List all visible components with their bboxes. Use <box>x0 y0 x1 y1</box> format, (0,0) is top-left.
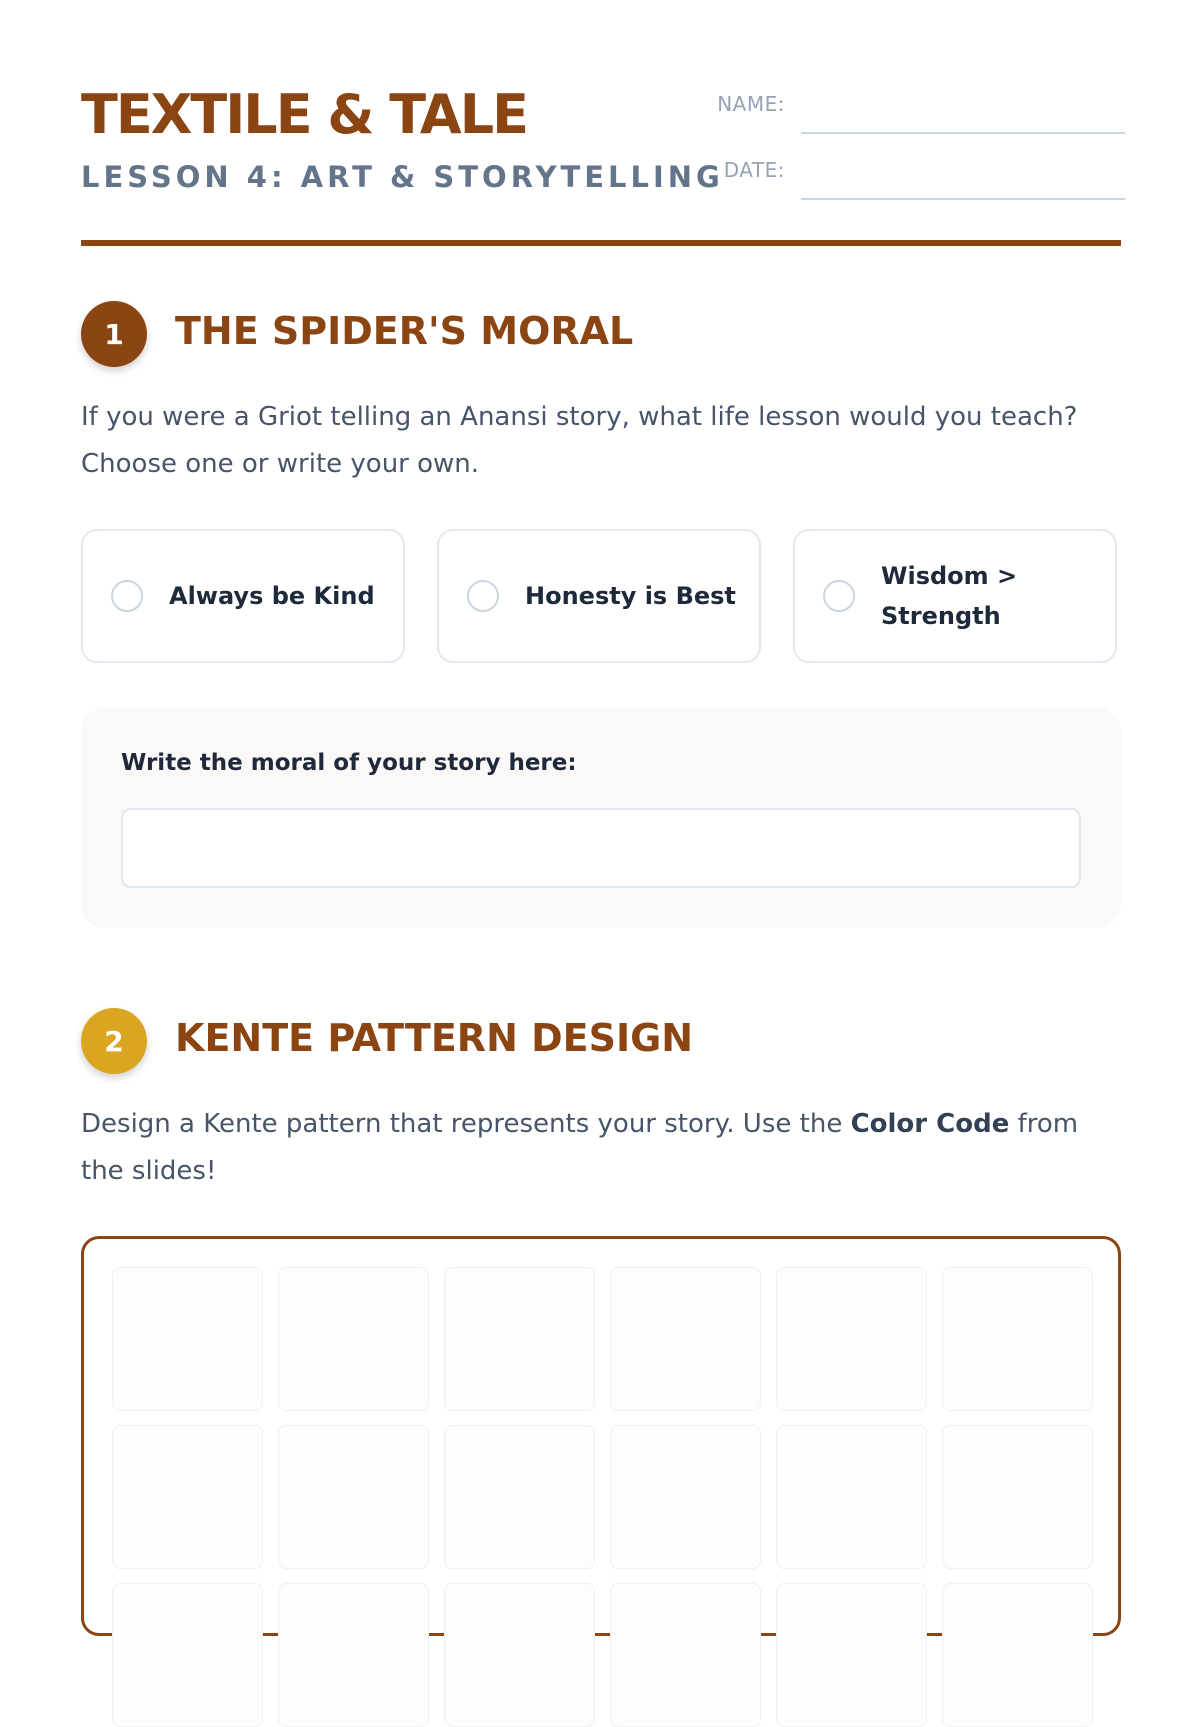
kente-cell[interactable] <box>112 1425 263 1569</box>
kente-cell[interactable] <box>444 1267 595 1411</box>
kente-cell[interactable] <box>444 1425 595 1569</box>
section-2-title: KENTE PATTERN DESIGN <box>175 1016 694 1060</box>
kente-cell[interactable] <box>610 1267 761 1411</box>
kente-cell[interactable] <box>942 1267 1093 1411</box>
moral-option-label: Wisdom > Strength <box>881 562 1018 630</box>
kente-cell[interactable] <box>776 1425 927 1569</box>
worksheet-header <box>81 80 1121 250</box>
kente-cell[interactable] <box>278 1425 429 1569</box>
kente-cell[interactable] <box>610 1425 761 1569</box>
kente-cell[interactable] <box>942 1425 1093 1569</box>
kente-grid <box>112 1267 1092 1727</box>
section-2-instructions <box>81 1101 1121 1195</box>
name-field[interactable] <box>801 100 1125 134</box>
moral-text-input[interactable] <box>121 808 1081 888</box>
kente-cell[interactable] <box>278 1267 429 1411</box>
moral-option-label: Honesty is Best <box>525 582 736 610</box>
moral-option-wisdom[interactable] <box>793 529 1117 663</box>
section-1-instructions: If you were a Griot telling an Anansi story, what life lesson would you teach? Choose one or write your own. <box>81 402 1078 479</box>
kente-cell[interactable] <box>610 1583 761 1727</box>
moral-write-label: Write the moral of your story here: <box>121 750 577 776</box>
instructions-text: Design a Kente pattern that represents your story. Use the <box>81 1109 851 1139</box>
moral-write-panel <box>81 708 1121 928</box>
moral-option-label: Always be Kind <box>169 582 375 610</box>
date-label: DATE: <box>723 158 785 182</box>
section-1-number-badge: 1 <box>81 301 147 367</box>
moral-option-honesty[interactable] <box>437 529 761 663</box>
kente-design-frame <box>81 1236 1121 1636</box>
kente-cell[interactable] <box>942 1583 1093 1727</box>
section-1-title: THE SPIDER'S MORAL <box>175 309 634 353</box>
radio-circle-icon[interactable] <box>467 580 499 612</box>
kente-cell[interactable] <box>776 1267 927 1411</box>
kente-cell[interactable] <box>112 1583 263 1727</box>
date-field[interactable] <box>801 166 1125 200</box>
kente-cell[interactable] <box>776 1583 927 1727</box>
name-label: NAME: <box>717 92 785 116</box>
kente-cell[interactable] <box>112 1267 263 1411</box>
kente-cell[interactable] <box>278 1583 429 1727</box>
radio-circle-icon[interactable] <box>111 580 143 612</box>
section-2-number-badge: 2 <box>81 1008 147 1074</box>
color-code-emphasis: Color Code <box>850 1109 1010 1139</box>
moral-option-kind[interactable] <box>81 529 405 663</box>
header-divider <box>81 240 1121 246</box>
radio-circle-icon[interactable] <box>823 580 855 612</box>
kente-cell[interactable] <box>444 1583 595 1727</box>
instructions-text: from the slides! <box>81 1109 1079 1186</box>
lesson-subtitle: LESSON 4: ART & STORYTELLING <box>81 160 724 194</box>
worksheet-title: TEXTILE & TALE <box>81 83 528 146</box>
